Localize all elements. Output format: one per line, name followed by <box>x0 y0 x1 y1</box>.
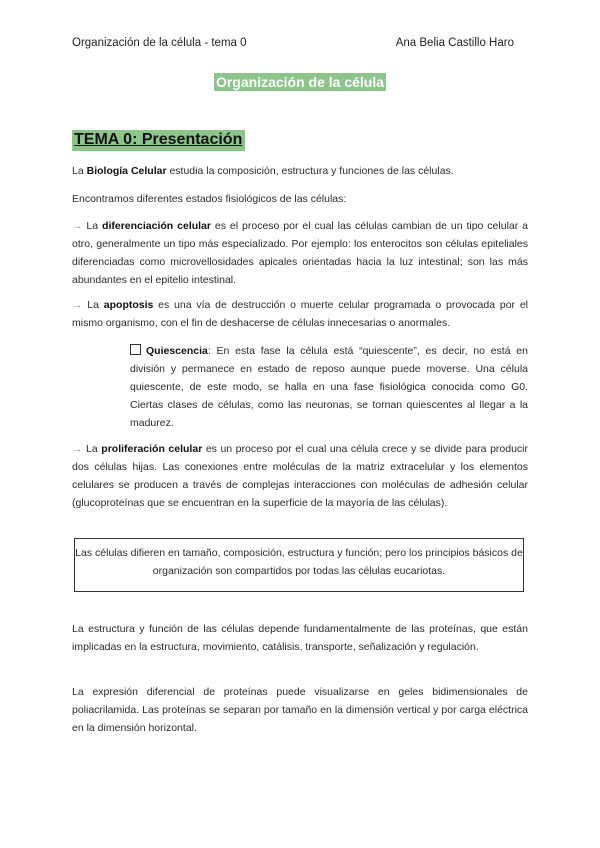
quiescencia-item <box>130 342 528 432</box>
diferenciacion-paragraph <box>72 217 528 289</box>
apoptosis-bold: apoptosis <box>103 299 154 311</box>
header-author: Ana Belia Castillo Haro <box>395 37 514 49</box>
expresion-paragraph: La expresión diferencial de proteínas puede visualizarse en geles bidimensionales de poliacrilamida. Las proteínas se separan por tamaño en la dimensión vertical y por carga eléctrica en la dimensión horizontal. <box>72 686 528 734</box>
document-title-text: Organización de la célula <box>215 74 385 90</box>
proliferacion-bold: proliferación celular <box>101 443 203 455</box>
arrow-icon: → <box>72 443 83 455</box>
apoptosis-paragraph <box>72 296 528 332</box>
document-title <box>0 74 600 92</box>
arrow-icon: → <box>72 299 83 311</box>
intro-bold: Biología Celular <box>86 165 167 177</box>
checkbox-icon <box>130 344 141 355</box>
apoptosis-rest: es una vía de destrucción o muerte celular programada o provocada por el mismo organismo, con el fin de deshacerse de células innecesarias o anormales. <box>72 299 529 329</box>
proliferacion-prefix: La <box>82 443 102 455</box>
header-title: Organización de la célula - tema 0 <box>72 37 247 49</box>
section-title: TEMA 0: Presentación <box>72 130 245 151</box>
diferenciacion-bold: diferenciación celular <box>102 220 211 232</box>
proteinas-paragraph: La estructura y función de las células depende fundamentalmente de las proteínas, que están implicadas en la estructura, movimiento, catálisis, transporte, señalización y regulación. <box>72 623 528 653</box>
proliferacion-paragraph <box>72 440 528 512</box>
intro-prefix: La <box>72 165 87 177</box>
intro-paragraph <box>72 162 528 180</box>
diferenciacion-prefix: La <box>82 220 103 232</box>
states-intro-paragraph: Encontramos diferentes estados fisiológicos de las células: <box>72 193 347 205</box>
page-header <box>72 37 528 49</box>
quiescencia-rest: : En esta fase la célula está “quiescente”, es decir, no está en división y permanece en estado de reposo aunque puede moverse. Una célula quiescente, de este modo, se halla en una fase fisiológica conocida como G0. Ciertas clases de células, como las neuronas, se tornan quiescentes al llegar a la madurez. <box>130 345 528 429</box>
highlight-box: Las células difieren en tamaño, composición, estructura y función; pero los principios básicos de organización son compartidos por todas las células eucariotas. <box>74 538 524 592</box>
apoptosis-prefix: La <box>82 299 104 311</box>
arrow-icon: → <box>72 220 83 232</box>
proliferacion-rest: es un proceso por el cual una célula crece y se divide para producir dos células hijas. Las conexiones entre moléculas de la matriz extracelular y los elementos celulares se producen a través de complejas interacciones con moléculas de adhesión celular (glucoproteínas que se encuentran en la superficie de la mayoría de las células). <box>72 443 528 509</box>
diferenciacion-rest: es el proceso por el cual las células cambian de un tipo celular a otro, generalmente un tipo más especializado. Por ejemplo: los enterocitos son células epiteliales diferenciadas como microvellosidades apicales orientadas hacia la luz intestinal; son las más abundantes en el epitelio intestinal. <box>72 220 528 286</box>
intro-rest: estudia la composición, estructura y funciones de las células. <box>166 165 454 177</box>
quiescencia-bold: Quiescencia <box>146 345 208 357</box>
